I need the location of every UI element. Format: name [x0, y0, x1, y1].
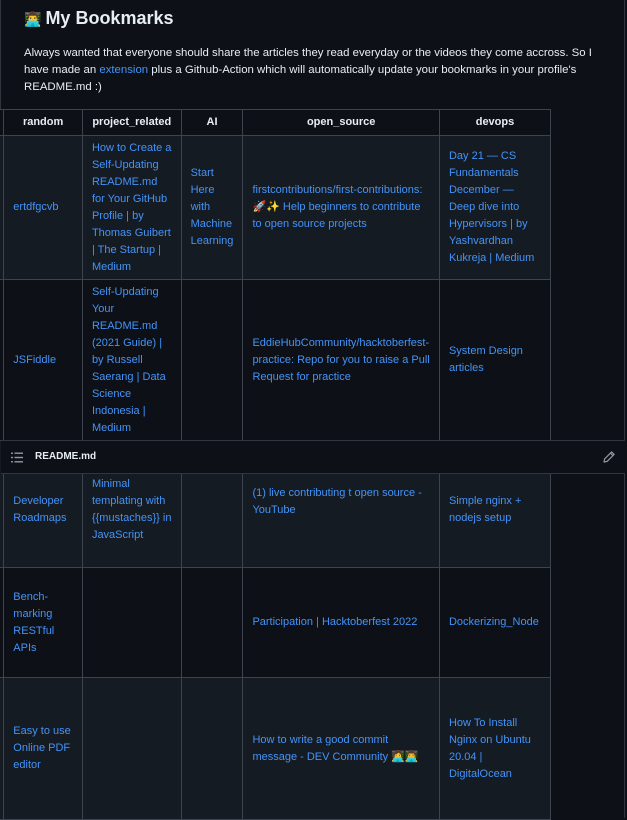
bookmark-link[interactable]: Start Here with Machine Learning	[190, 167, 234, 247]
bookmark-link[interactable]: EddieHubCommunity/hacktoberfest-practice: Repo for you to raise a Pull Request for practice	[252, 336, 430, 383]
column-header-random: random	[4, 110, 83, 136]
bookmark-link[interactable]: How to write a good commit message - DEV Community 👩‍💻👨‍💻	[252, 733, 419, 763]
bookmark-link[interactable]: Simple nginx + nodejs setup	[448, 495, 522, 524]
extension-link[interactable]: extension	[99, 64, 149, 76]
bookmark-link[interactable]: ertdfgcvb	[13, 201, 59, 213]
list-icon[interactable]	[11, 452, 23, 463]
bookmark-link[interactable]: (1) live contributing t open source - YouTube	[252, 487, 422, 516]
bookmark-link[interactable]: Self-Updating Your README.md (2021 Guide) | by Russell Saerang | Data Science Indonesia | Medium	[91, 285, 166, 434]
column-header-ai: AI	[181, 110, 243, 136]
page-title-text: My Bookmarks	[45, 8, 174, 28]
intro-paragraph	[24, 45, 594, 96]
bookmark-link[interactable]: Minimal templating with {{mustaches}} in JavaScript	[91, 478, 172, 541]
table-row	[0, 280, 551, 441]
bookmark-link[interactable]: System Design articles	[448, 345, 523, 374]
readme-file-title: README.md	[35, 451, 97, 462]
intro-text-after: plus a Github-Action which will automatically update your bookmarks in your profile's README.md :)	[24, 64, 577, 93]
column-header-project-related: project_related	[82, 110, 181, 136]
bookmark-link[interactable]: Developer Roadmaps	[13, 495, 67, 524]
bookmark-link[interactable]: Easy to use Online PDF editor	[13, 725, 71, 771]
table-row	[0, 568, 551, 678]
intro-text-before: Always wanted that everyone should share the articles they read everyday or the videos they come accross. So I have made an	[24, 47, 592, 76]
technologist-emoji: 👨‍💻	[24, 12, 42, 28]
bookmark-link[interactable]: How to Create a Self-Updating README.md for Your GitHub Profile | by Thomas Guibert | The Startup | Medium	[91, 141, 172, 273]
readme-sticky-header	[1, 440, 625, 474]
pencil-icon[interactable]	[603, 451, 615, 463]
column-header-open-source: open_source	[243, 110, 440, 136]
bookmark-link[interactable]: Participation | Hacktoberfest 2022	[252, 616, 418, 628]
bookmark-link[interactable]: firstcontributions/first-contributions: 🚀✨ Help beginners to contribute to open source projects	[252, 184, 423, 230]
bookmark-link[interactable]: Dockerizing_Node	[448, 616, 539, 628]
bookmark-link[interactable]: Bench-marking RESTful APIs	[13, 590, 55, 654]
table-row	[0, 136, 551, 280]
bookmark-link[interactable]: JSFiddle	[13, 353, 57, 366]
bookmark-link[interactable]: Day 21 — CS Fundamentals December — Deep dive into Hypervisors | by Yashvardhan Kukreja | Medium	[448, 150, 535, 264]
column-header-devops: devops	[439, 110, 550, 136]
table-header-row	[0, 110, 551, 136]
bookmark-link[interactable]: How To Install Nginx on Ubuntu 20.04 | DigitalOcean	[448, 716, 531, 780]
table-row	[0, 678, 551, 820]
page-title	[24, 8, 174, 30]
